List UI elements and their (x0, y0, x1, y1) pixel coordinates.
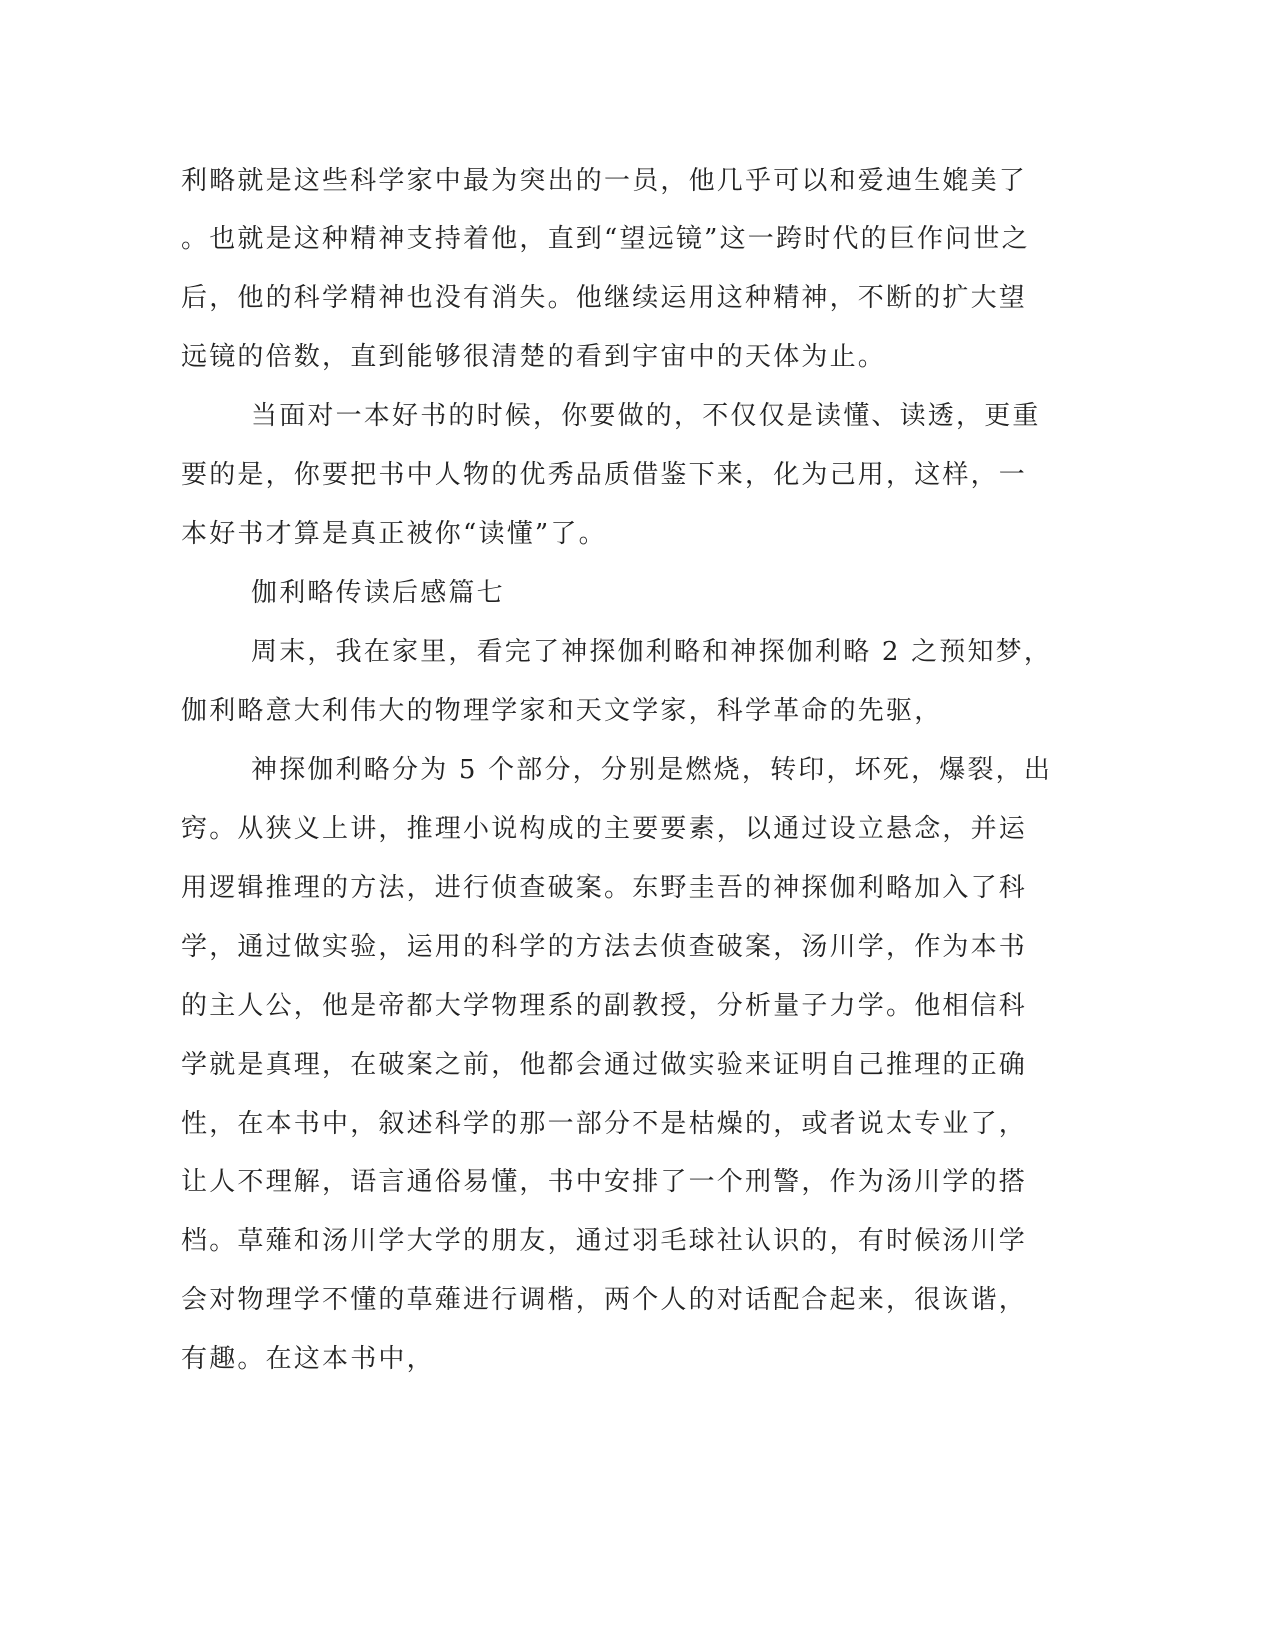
text-line: 学，通过做实验，运用的科学的方法去侦查破案，汤川学，作为本书 (181, 932, 1028, 962)
text-line: 让人不理解，语言通俗易懂，书中安排了一个刑警，作为汤川学的搭 (181, 1167, 1028, 1197)
text-line: 远镜的倍数，直到能够很清楚的看到宇宙中的天体为止。 (181, 342, 887, 372)
paragraph-first-line: 当面对一本好书的时候，你要做的，不仅仅是读懂、读透，更重 (251, 401, 1041, 431)
text-line: 。也就是这种精神支持着他，直到“望远镜”这一跨时代的巨作问世之 (181, 224, 1030, 254)
text-line: 的主人公，他是帝都大学物理系的副教授，分析量子力学。他相信科 (181, 991, 1028, 1021)
text-line: 会对物理学不懂的草薙进行调楷，两个人的对话配合起来，很诙谐， (181, 1285, 1028, 1315)
text-line: 用逻辑推理的方法，进行侦查破案。东野圭吾的神探伽利略加入了科 (181, 873, 1028, 903)
text-line: 有趣。在这本书中， (181, 1344, 435, 1374)
section-heading: 伽利略传读后感篇七 (251, 578, 505, 608)
paragraph-first-line: 神探伽利略分为 5 个部分，分别是燃烧，转印，坏死，爆裂，出 (251, 755, 1053, 785)
text-line: 性，在本书中，叙述科学的那一部分不是枯燥的，或者说太专业了， (181, 1109, 1028, 1139)
text-line: 学就是真理，在破案之前，他都会通过做实验来证明自己推理的正确 (181, 1050, 1028, 1080)
text-line: 本好书才算是真正被你“读懂”了。 (181, 519, 607, 549)
paragraph-first-line: 周末，我在家里，看完了神探伽利略和神探伽利略 2 之预知梦， (251, 637, 1053, 667)
text-line: 伽利略意大利伟大的物理学家和天文学家，科学革命的先驱， (181, 696, 943, 726)
text-line: 档。草薙和汤川学大学的朋友，通过羽毛球社认识的，有时候汤川学 (181, 1226, 1028, 1256)
text-line: 要的是，你要把书中人物的优秀品质借鉴下来，化为己用，这样，一 (181, 460, 1028, 490)
text-line: 窍。从狭义上讲，推理小说构成的主要要素，以通过设立悬念，并运 (181, 814, 1028, 844)
text-line: 后，他的科学精神也没有消失。他继续运用这种精神，不断的扩大望 (181, 283, 1028, 313)
text-line: 利略就是这些科学家中最为突出的一员，他几乎可以和爱迪生媲美了 (181, 166, 1028, 196)
